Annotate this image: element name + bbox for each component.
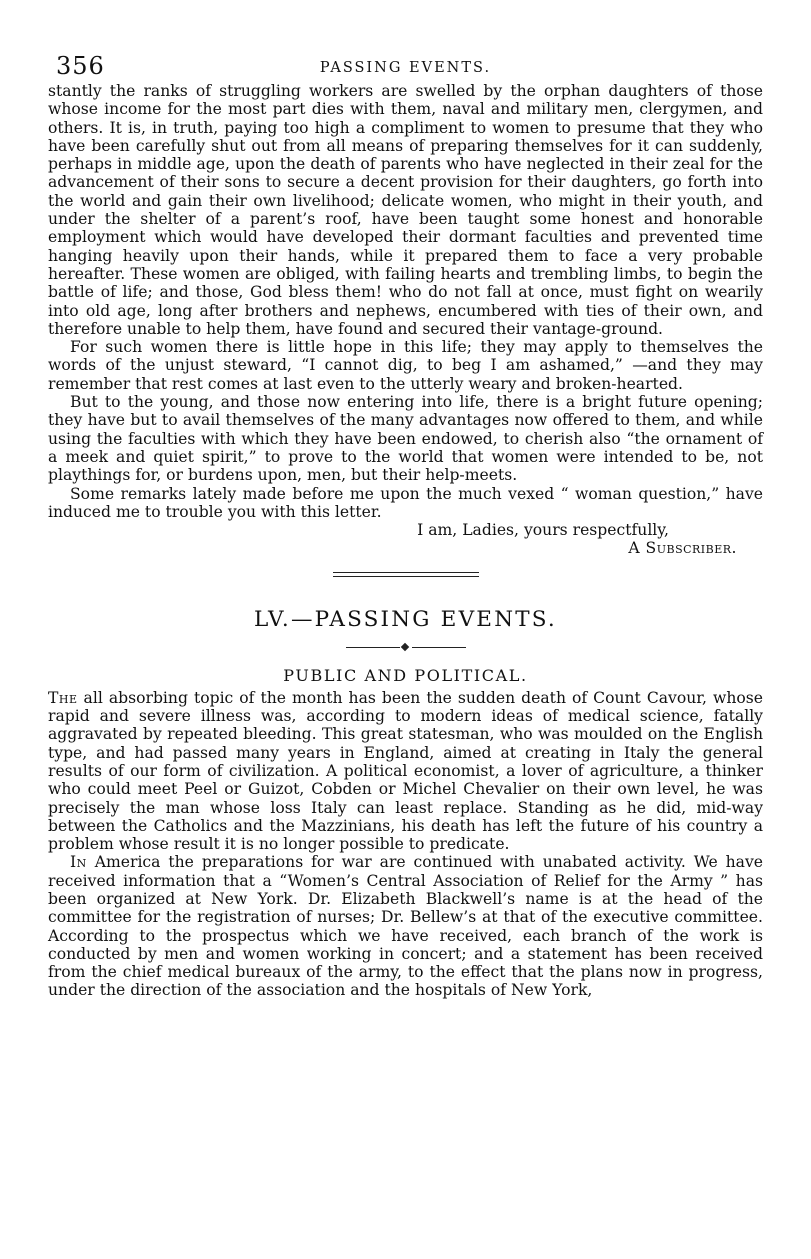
letter-paragraph-1: stantly the ranks of struggling workers are swelled by the orphan daughters of those whose income for the most part dies with them, naval and military men, clergymen, and others. It is, in truth, paying too high a compliment to women to presume that they who have been carefully shut out from all means of preparing themselves for it can suddenly, perhaps in middle age, upon the death of parents who have neglected in their zeal for the advancement of their sons to secure a decent provision for their daughters, go forth into the world and gain their own livelihood; delicate women, who might in their youth, and under the shelter of a parent’s roof, have been taught some honest and honorable employment which would have developed their dormant faculties and prevented time hanging heavily upon their hands, while it prepared them to face a very probable hereafter. These women are obliged, with failing hearts and trembling limbs, to begin the battle of life; and those, God bless them! who do not fall at once, must fight on wearily into old age, long after brothers and nephews, encumbered with ties of their own, and therefore unable to help them, have found and secured their vantage-ground. (48, 82, 763, 338)
section-paragraph-2 (48, 853, 763, 999)
section-title: LV.—PASSING EVENTS. (254, 606, 557, 632)
subsection-title: PUBLIC AND POLITICAL. (283, 665, 528, 685)
letter-signoff (48, 521, 763, 558)
letter-paragraph-4: Some remarks lately made before me upon the much vexed “ woman question,” have induced me to trouble you with this letter. (48, 484, 763, 521)
ornament-rule (346, 642, 466, 654)
letter-body (48, 82, 763, 521)
lead-word: In (70, 853, 87, 872)
letter-paragraph-2: For such women there is little hope in this life; they may apply to themselves the words of the unjust steward, “I cannot dig, to beg I am ashamed,” —and they may remember that rest comes at last even to the utterly weary and broken-hearted. (48, 338, 763, 393)
section-paragraph-1-text: all absorbing topic of the month has been the sudden death of Count Cavour, whose rapid and severe illness was, according to modern ideas of medical science, fatally aggravated by repeated bleeding. This great statesman, who was moulded on the English type, and had passed many years in England, aimed at creating in Italy the general results of our form of civilization. A political economist, a lover of agriculture, a thinker who could meet Peel or Guizot, Cobden or Michel Chevalier on their own level, he was precisely the man whose loss Italy can least replace. Standing as he did, mid-way between the Catholics and the Mazzinians, his death has left the future of his country a problem whose result it is no longer possible to predicate. (48, 688, 763, 854)
ornament-rule-left (346, 647, 400, 648)
page-number: 356 (56, 52, 105, 80)
diamond-icon (400, 642, 408, 650)
letter-paragraph-3: But to the young, and those now entering into life, there is a bright future opening; they have but to avail themselves of the many advantages now offered to them, and while using the faculties with which they have been endowed, to cherish also “the ornament of a meek and quiet spirit,” to prove to the world that women were intended to be, not playthings for, or burdens upon, men, but their help-meets. (48, 393, 763, 485)
running-title: PASSING EVENTS. (319, 60, 492, 76)
section-paragraph-2-text: America the preparations for war are continued with unabated activity. We have received information that a “Women’s Central Association of Relief for the Army ” has been organized at New York. Dr. Elizabeth Blackwell’s name is at the head of the committee for the registration of nurses; Dr. Bellew’s at that of the executive committee. According to the prospectus which we have received, each branch of the work is conducted by men and women working in concert; and a statement has been received from the chief medical bureaux of the army, to the effect that the plans now in progress, under the direction of the association and the hospitals of New York, (48, 853, 763, 1000)
lead-word: The (48, 688, 78, 707)
letter-signature: A Subscriber. (628, 539, 737, 558)
letter-greeting: I am, Ladies, yours respectfully, (417, 521, 669, 540)
running-head (48, 52, 763, 82)
book-page (48, 52, 763, 1000)
section-body (48, 689, 763, 1000)
section-divider (333, 572, 479, 577)
ornament-rule-right (412, 647, 466, 648)
section-paragraph-1 (48, 689, 763, 854)
